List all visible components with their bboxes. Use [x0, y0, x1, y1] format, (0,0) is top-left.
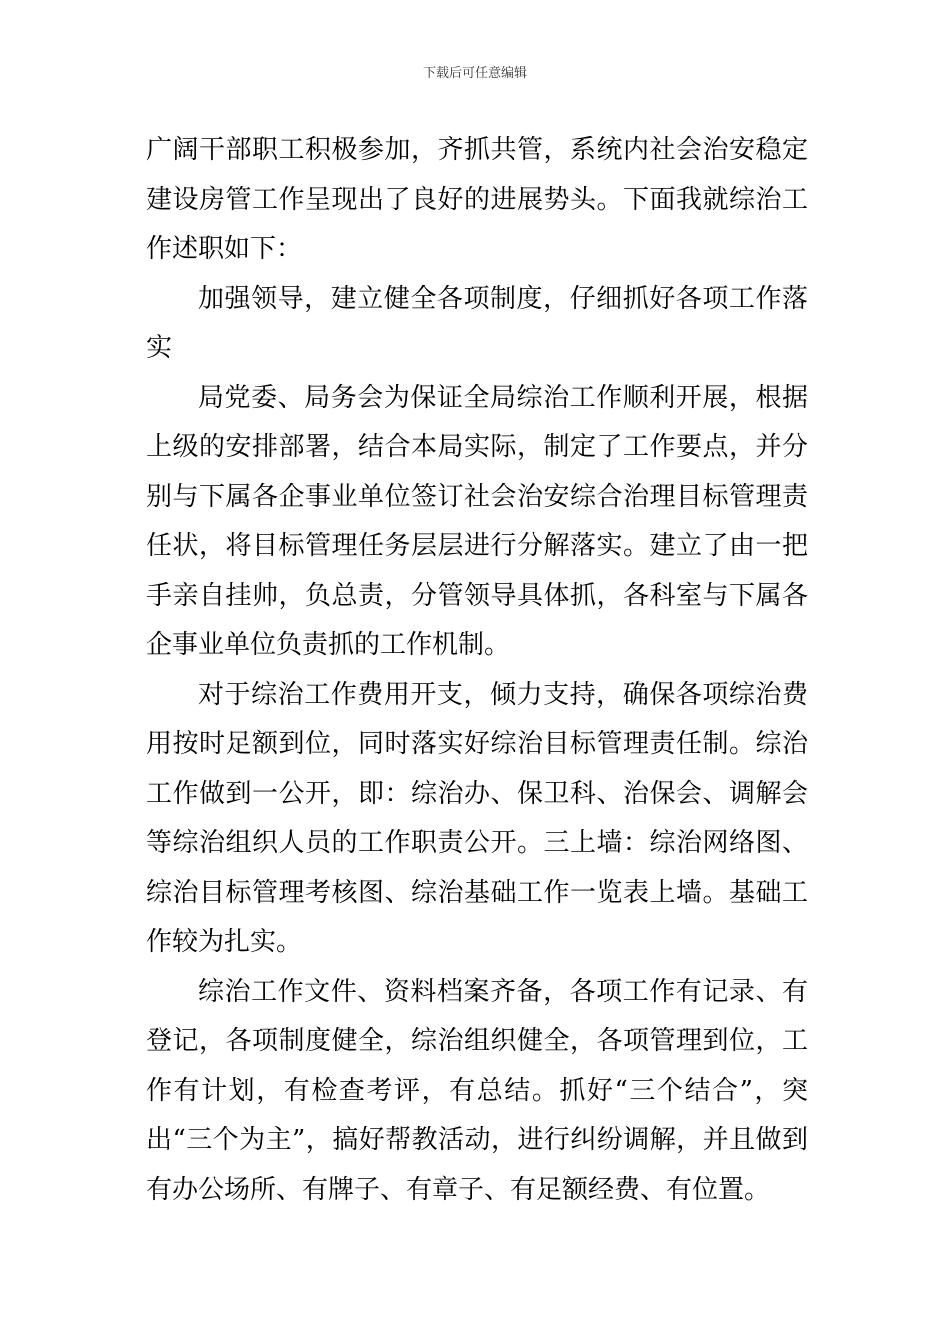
paragraph-funding: 对于综治工作费用开支，倾力支持，确保各项综治费用按时足额到位，同时落实好综治目标管理责任制。综治工作做到一公开，即：综治办、保卫科、治保会、调解会等综治组织人员的工作职责公开。三上墙：综治网络图、综治目标管理考核图、综治基础工作一览表上墙。基础工作较为扎实。	[146, 679, 808, 957]
document-body	[146, 126, 808, 1215]
paragraph-intro: 广阔干部职工积极参加，齐抓共管，系统内社会治安稳定建设房管工作呈现出了良好的进展势头。下面我就综治工作述职如下：	[146, 135, 808, 264]
paragraph-heading-leadership: 加强领导，建立健全各项制度，仔细抓好各项工作落实	[146, 283, 808, 363]
header-note: 下载后可任意编辑	[422, 66, 527, 81]
paragraph-work-plan: 局党委、局务会为保证全局综治工作顺利开展，根据上级的安排部署，结合本局实际，制定了工作要点，并分别与下属各企事业单位签订社会治安综合治理目标管理责任状，将目标管理任务层层进行分解落实。建立了由一把手亲自挂帅，负总责，分管领导具体抓，各科室与下属各企事业单位负责抓的工作机制。	[146, 382, 808, 660]
paragraph-records: 综治工作文件、资料档案齐备，各项工作有记录、有登记，各项制度健全，综治组织健全，各项管理到位，工作有计划，有检查考评，有总结。抓好“三个结合”，突出“三个为主”，搞好帮教活动，进行纠纷调解，并且做到有办公场所、有牌子、有章子、有足额经费、有位置。	[146, 976, 808, 1205]
